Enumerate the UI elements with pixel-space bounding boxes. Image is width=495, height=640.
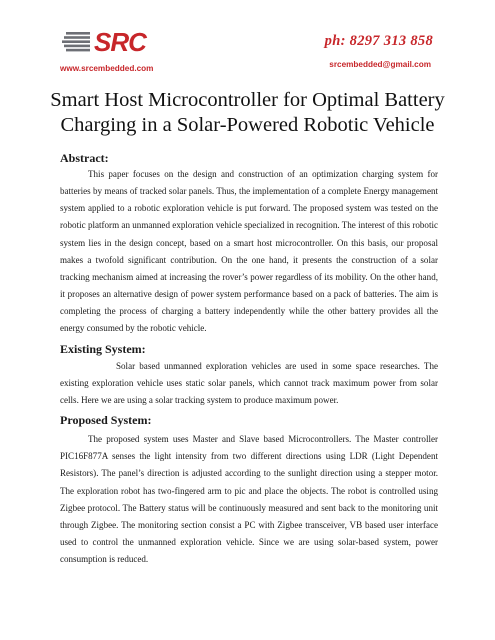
existing-system-text: Solar based unmanned exploration vehicles are used in some space researches. The existing exploration vehicle uses static solar panels, which cannot track maximum power from solar cells. Here we are using a solar tracking system to produce maximum power.	[60, 360, 438, 405]
website-link[interactable]: www.srcembedded.com	[60, 64, 154, 73]
document-title: Smart Host Microcontroller for Optimal Battery Charging in a Solar-Powered Robotic Vehicle	[50, 89, 445, 136]
page-header	[0, 0, 495, 80]
phone-number: ph: 8297 313 858	[324, 33, 433, 49]
abstract-section	[60, 151, 438, 338]
existing-system-section	[60, 342, 438, 409]
src-logo	[60, 27, 146, 57]
logo-speed-lines-icon	[60, 31, 92, 53]
proposed-system-section	[60, 413, 438, 568]
abstract-text: This paper focuses on the design and construction of an optimization charging system for batteries by means of tracked solar panels. Thus, the implementation of a complete Energy management system applied to a robotic exploration vehicle is put forward. The proposed system was tested on the robotic platform an unmanned exploration vehicle specialized in recognition. The interest of this robotic system lies in the design concept, based on a smart host microcontroller. On this basis, our proposal makes a twofold significant contribution. On the one hand, it presents the construction of a solar tracking mechanism aimed at increasing the rover’s power regardless of its mobility. On the other hand, it proposes an alternative design of power system performance based on a pack of batteries. The aim is completing the process of charging a battery independently while the other battery provides all the energy consumed by the robotic vehicle.	[60, 169, 438, 334]
email-address[interactable]: srcembedded@gmail.com	[329, 60, 431, 69]
abstract-heading: Abstract:	[60, 151, 109, 165]
proposed-system-text: The proposed system uses Master and Slave based Microcontrollers. The Master controller PIC16F877A senses the light intensity from two different directions using LDR (Light Dependent Resistors). The panel’s direction is adjusted according to the sunlight direction using a stepper motor. The exploration robot has two-fingered arm to pic and place the objects. The robot is controlled using Zigbee protocol. The Battery status will be continuously measured and sent back to the monitoring unit through Zigbee. The monitoring section consist a PC with Zigbee transceiver, VB based user interface used to control the unmanned exploration vehicle. Since we are using solar-based system, power consumption is reduced.	[60, 434, 438, 565]
proposed-system-heading: Proposed System:	[60, 413, 152, 428]
document-body	[60, 151, 438, 568]
existing-system-heading: Existing System:	[60, 341, 146, 356]
logo-text: SRC	[94, 27, 146, 57]
